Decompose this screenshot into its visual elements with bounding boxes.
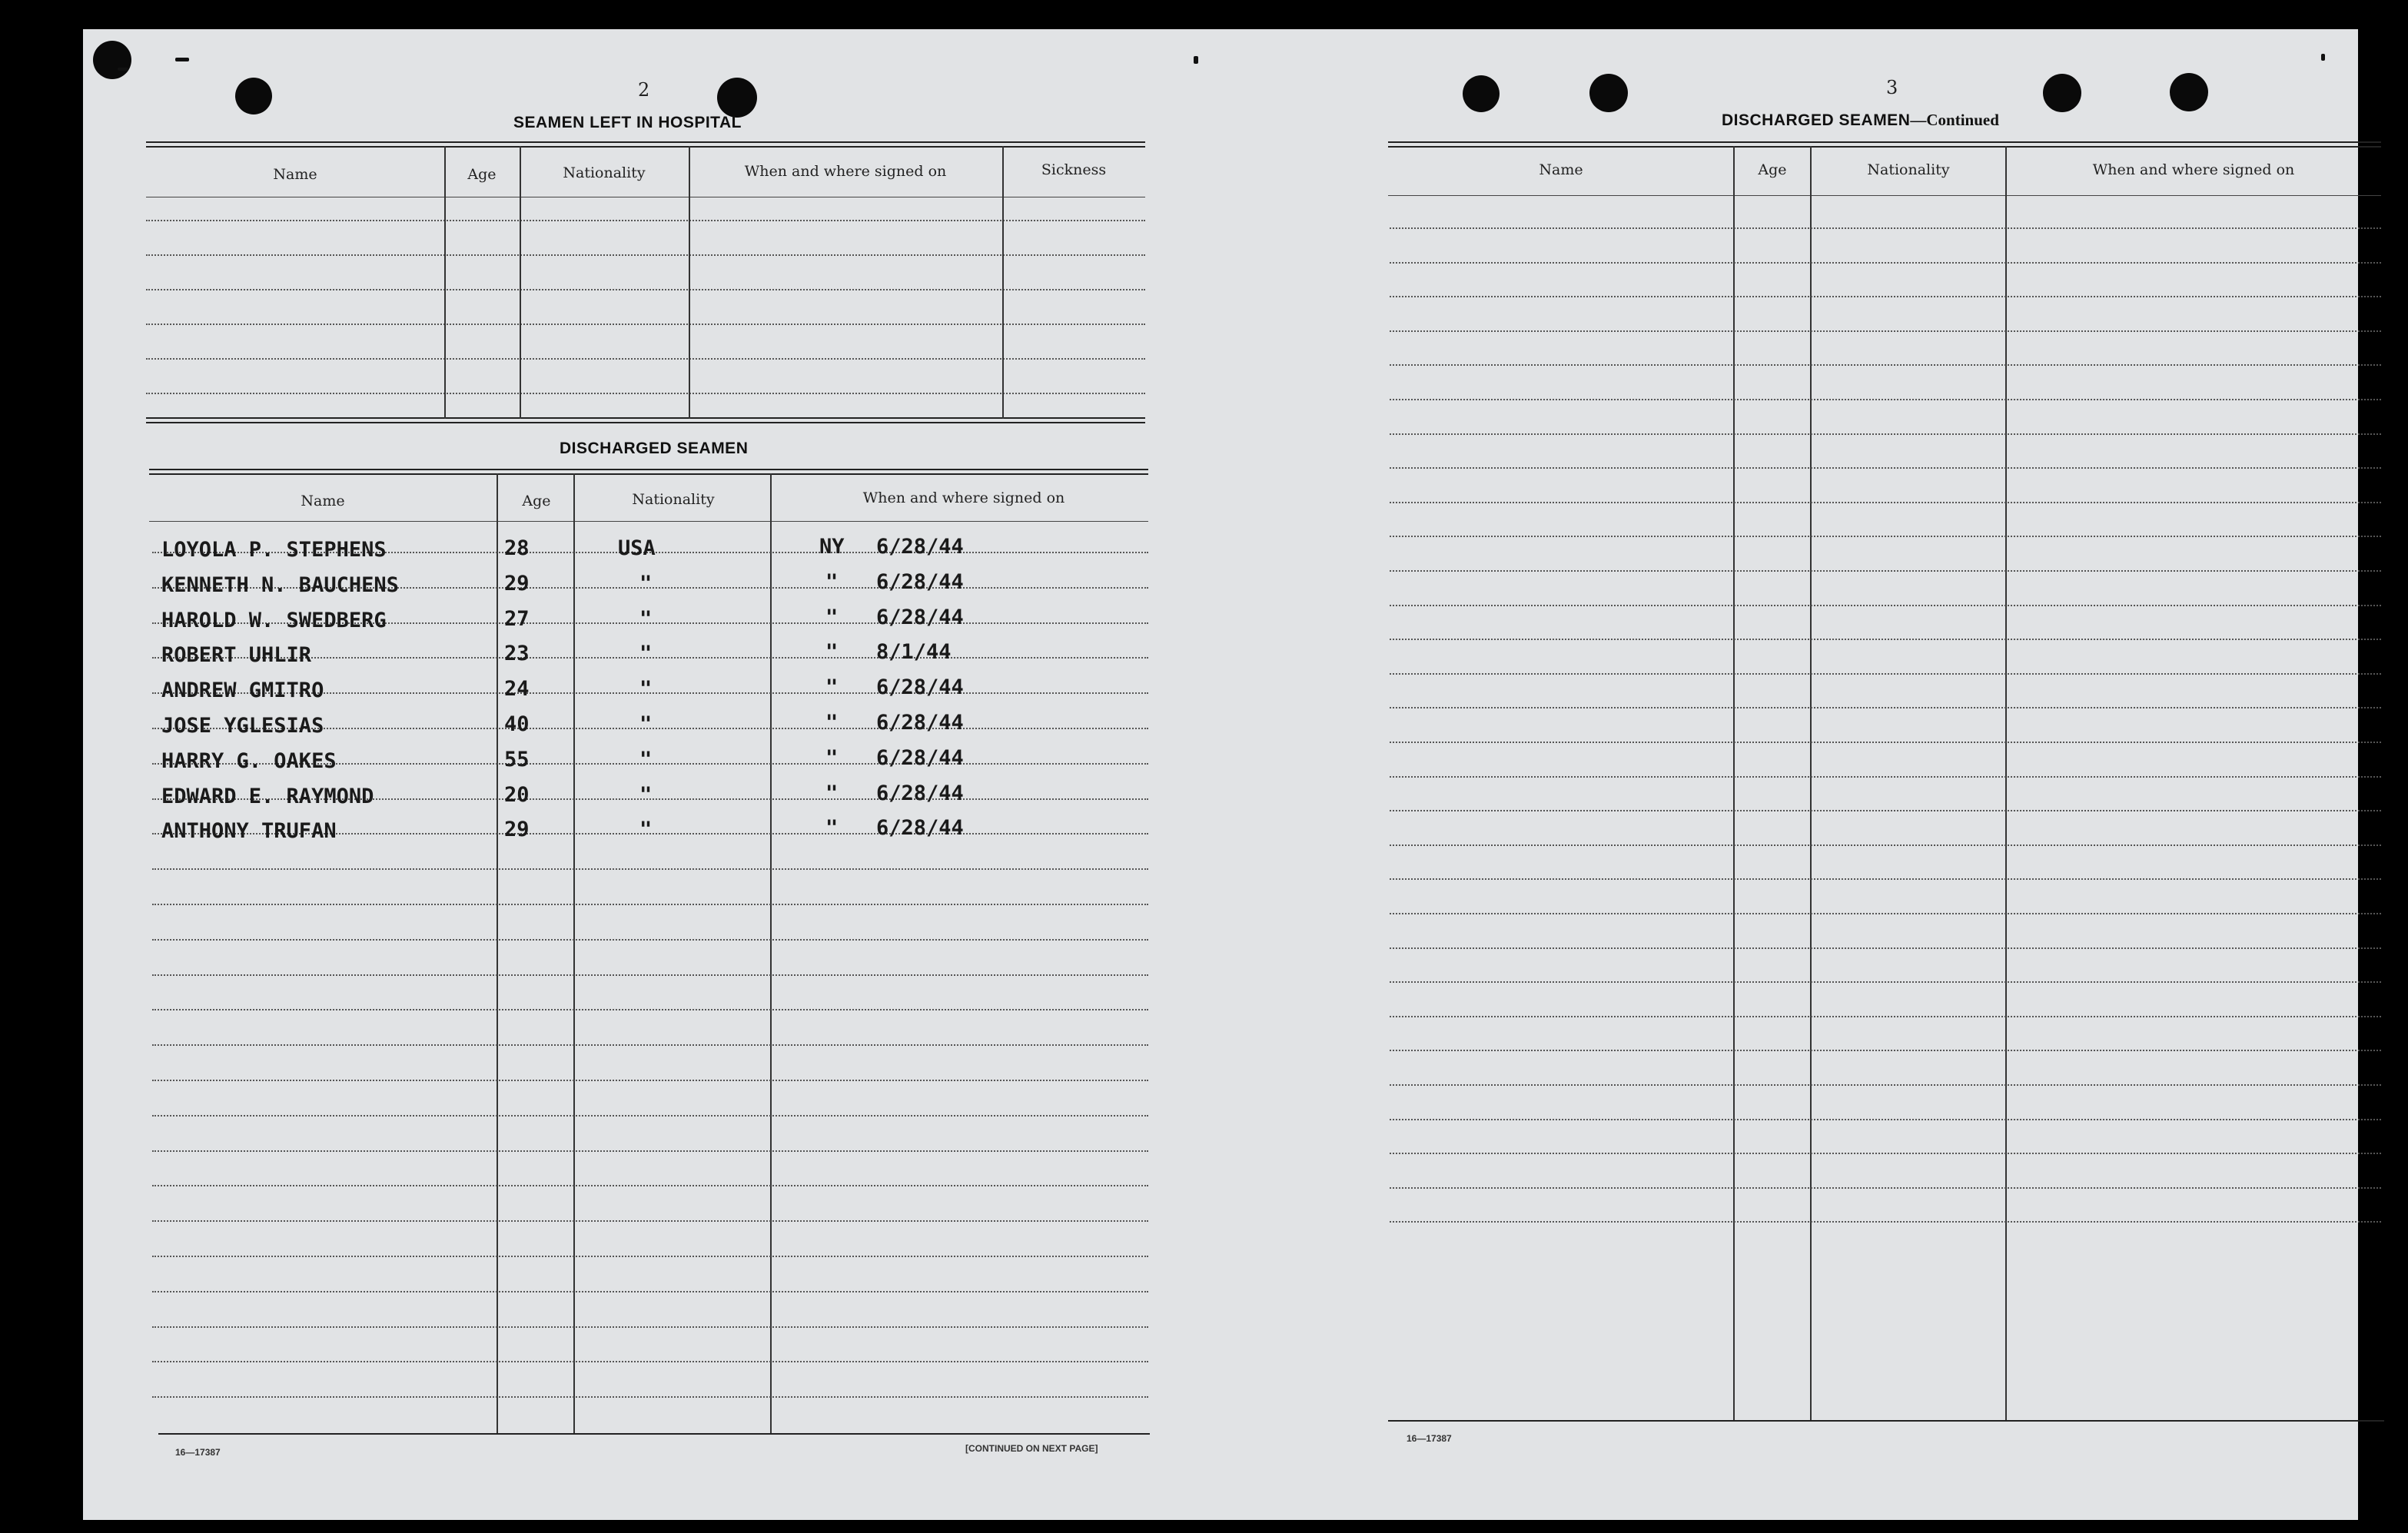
row-line — [152, 1396, 1148, 1398]
seaman-age: 20 — [504, 783, 530, 807]
row-line — [146, 393, 1145, 394]
signed-on-date: 6/28/44 — [876, 816, 964, 840]
row-line — [152, 868, 1148, 870]
column-header-signed-on: When and where signed on — [2092, 161, 2295, 178]
column-header-nationality: Nationality — [632, 491, 715, 508]
row-line — [1390, 536, 2381, 537]
seaman-name: HAROLD W. SWEDBERG — [161, 609, 387, 632]
column-header-nationality: Nationality — [1867, 161, 1950, 178]
row-line — [1390, 570, 2381, 572]
column-header-signed-on: When and where signed on — [744, 163, 947, 180]
row-line — [1390, 707, 2381, 708]
row-line — [1390, 605, 2381, 606]
seaman-nationality: " — [639, 677, 653, 701]
seaman-name: ANTHONY TRUFAN — [161, 819, 337, 843]
column-header-name: Name — [301, 493, 345, 509]
ink-speck — [175, 58, 189, 61]
table-top-rule — [146, 146, 1145, 148]
row-line — [1390, 1016, 2381, 1017]
signed-on-date: 6/28/44 — [876, 675, 964, 699]
seaman-name: JOSE YGLESIAS — [161, 714, 324, 738]
table-top-rule — [1388, 146, 2381, 148]
seaman-name: ROBERT UHLIR — [161, 643, 312, 667]
signed-on-date: 6/28/44 — [876, 711, 964, 735]
left-page — [83, 29, 1259, 1520]
table-top-rule — [149, 469, 1148, 470]
seaman-age: 55 — [504, 748, 530, 771]
seaman-age: 24 — [504, 677, 530, 701]
seaman-age: 27 — [504, 607, 530, 631]
punch-hole — [717, 78, 757, 118]
seaman-name: HARRY G. OAKES — [161, 749, 337, 773]
seaman-nationality: USA — [618, 536, 656, 560]
row-line — [152, 1361, 1148, 1362]
ink-speck — [1194, 56, 1198, 64]
signed-on-place: " — [825, 711, 839, 735]
column-divider — [1002, 146, 1004, 419]
seaman-age: 23 — [504, 642, 530, 665]
signed-on-place: " — [825, 816, 839, 840]
row-line — [1390, 673, 2381, 675]
seaman-nationality: " — [639, 748, 653, 771]
row-line — [1390, 981, 2381, 983]
row-line — [1390, 433, 2381, 435]
row-line — [152, 1115, 1148, 1117]
right-page — [1259, 29, 2358, 1520]
row-line — [1390, 364, 2381, 366]
document-spread — [83, 29, 2358, 1520]
page-number: 3 — [1886, 77, 1898, 98]
signed-on-place: " — [825, 606, 839, 629]
seaman-nationality: " — [639, 607, 653, 631]
punch-hole — [1589, 74, 1628, 112]
column-header-signed-on: When and where signed on — [862, 489, 1065, 506]
row-line — [152, 1080, 1148, 1081]
column-divider — [770, 473, 772, 1434]
row-line — [1390, 296, 2381, 297]
row-line — [1390, 913, 2381, 914]
row-line — [1390, 330, 2381, 332]
seaman-name: KENNETH N. BAUCHENS — [161, 573, 399, 597]
row-line — [152, 1220, 1148, 1222]
column-header-sickness: Sickness — [1041, 161, 1107, 178]
column-header-name: Name — [1539, 161, 1583, 178]
seaman-name: EDWARD E. RAYMOND — [161, 785, 374, 808]
seaman-nationality: " — [639, 572, 653, 596]
row-line — [152, 1044, 1148, 1046]
title-main: DISCHARGED SEAMEN — [1722, 111, 1911, 129]
signed-on-place: " — [825, 570, 839, 594]
row-line — [152, 904, 1148, 905]
form-number: 16—17387 — [1407, 1433, 1452, 1444]
row-line — [1390, 1084, 2381, 1086]
row-line — [152, 1291, 1148, 1292]
column-divider — [689, 146, 690, 419]
signed-on-place: " — [825, 746, 839, 770]
row-line — [1390, 776, 2381, 778]
column-divider — [497, 473, 498, 1434]
row-line — [1390, 1221, 2381, 1223]
table-bottom-rule — [158, 1433, 1150, 1435]
row-line — [1390, 262, 2381, 264]
row-line — [152, 1150, 1148, 1152]
discharged-continued-title — [1722, 111, 1999, 130]
table-top-rule — [146, 141, 1145, 143]
column-divider — [444, 146, 446, 419]
row-line — [1390, 742, 2381, 743]
row-line — [1390, 467, 2381, 469]
signed-on-place: NY — [819, 535, 845, 559]
title-suffix: —Continued — [1910, 111, 1999, 129]
row-line — [146, 289, 1145, 290]
row-line — [1390, 1050, 2381, 1051]
header-rule — [1388, 195, 2381, 196]
row-line — [1390, 878, 2381, 880]
row-line — [1390, 844, 2381, 846]
seaman-name: ANDREW GMITRO — [161, 679, 324, 702]
punch-hole — [235, 78, 272, 114]
discharged-section-title: DISCHARGED SEAMEN — [560, 440, 749, 457]
table-bottom-rule — [146, 422, 1145, 423]
row-line — [146, 254, 1145, 256]
seaman-age: 28 — [504, 536, 530, 560]
row-line — [146, 324, 1145, 325]
punch-hole — [1463, 75, 1500, 112]
continued-note: [CONTINUED ON NEXT PAGE] — [965, 1443, 1098, 1454]
column-header-age: Age — [467, 166, 497, 183]
column-header-age: Age — [1758, 161, 1787, 178]
seaman-nationality: " — [639, 712, 653, 736]
row-line — [1390, 810, 2381, 811]
column-divider — [520, 146, 521, 419]
column-divider — [573, 473, 575, 1434]
signed-on-place: " — [825, 781, 839, 805]
row-line — [152, 974, 1148, 976]
punch-hole — [2170, 73, 2208, 111]
table-bottom-rule — [146, 417, 1145, 419]
row-line — [1390, 227, 2381, 229]
row-line — [1390, 1187, 2381, 1189]
column-header-age: Age — [522, 493, 551, 509]
column-divider — [1733, 146, 1735, 1422]
ink-speck — [2321, 54, 2325, 61]
row-line — [152, 1326, 1148, 1328]
signed-on-place: " — [825, 675, 839, 699]
punch-hole — [2043, 74, 2081, 112]
row-line — [146, 358, 1145, 360]
signed-on-date: 6/28/44 — [876, 746, 964, 770]
seaman-name: LOYOLA P. STEPHENS — [161, 538, 387, 562]
seaman-age: 40 — [504, 712, 530, 736]
column-header-name: Name — [273, 166, 317, 183]
row-line — [1390, 399, 2381, 400]
row-line — [1390, 1153, 2381, 1154]
hospital-section-title: SEAMEN LEFT IN HOSPITAL — [513, 114, 742, 131]
row-line — [152, 1256, 1148, 1257]
punch-hole — [93, 41, 131, 79]
form-number: 16—17387 — [175, 1447, 221, 1458]
signed-on-date: 6/28/44 — [876, 781, 964, 805]
row-line — [1390, 502, 2381, 503]
table-top-rule — [1388, 141, 2381, 143]
row-line — [1390, 947, 2381, 949]
seaman-nationality: " — [639, 818, 653, 841]
row-line — [152, 1185, 1148, 1186]
seaman-age: 29 — [504, 818, 530, 841]
row-line — [146, 220, 1145, 221]
row-line — [1390, 1119, 2381, 1120]
row-line — [1390, 639, 2381, 640]
signed-on-place: " — [825, 640, 839, 664]
table-top-rule — [149, 473, 1148, 475]
signed-on-date: 6/28/44 — [876, 570, 964, 594]
seaman-nationality: " — [639, 783, 653, 807]
header-rule — [149, 521, 1148, 522]
signed-on-date: 6/28/44 — [876, 606, 964, 629]
ink-speck — [118, 68, 128, 71]
column-header-nationality: Nationality — [563, 164, 646, 181]
row-line — [152, 1009, 1148, 1010]
row-line — [152, 939, 1148, 941]
table-bottom-rule — [1388, 1420, 2384, 1422]
seaman-nationality: " — [639, 642, 653, 665]
signed-on-date: 6/28/44 — [876, 535, 964, 559]
column-divider — [1810, 146, 1812, 1422]
page-number: 2 — [638, 79, 650, 101]
seaman-age: 29 — [504, 572, 530, 596]
column-divider — [2005, 146, 2007, 1422]
signed-on-date: 8/1/44 — [876, 640, 952, 664]
